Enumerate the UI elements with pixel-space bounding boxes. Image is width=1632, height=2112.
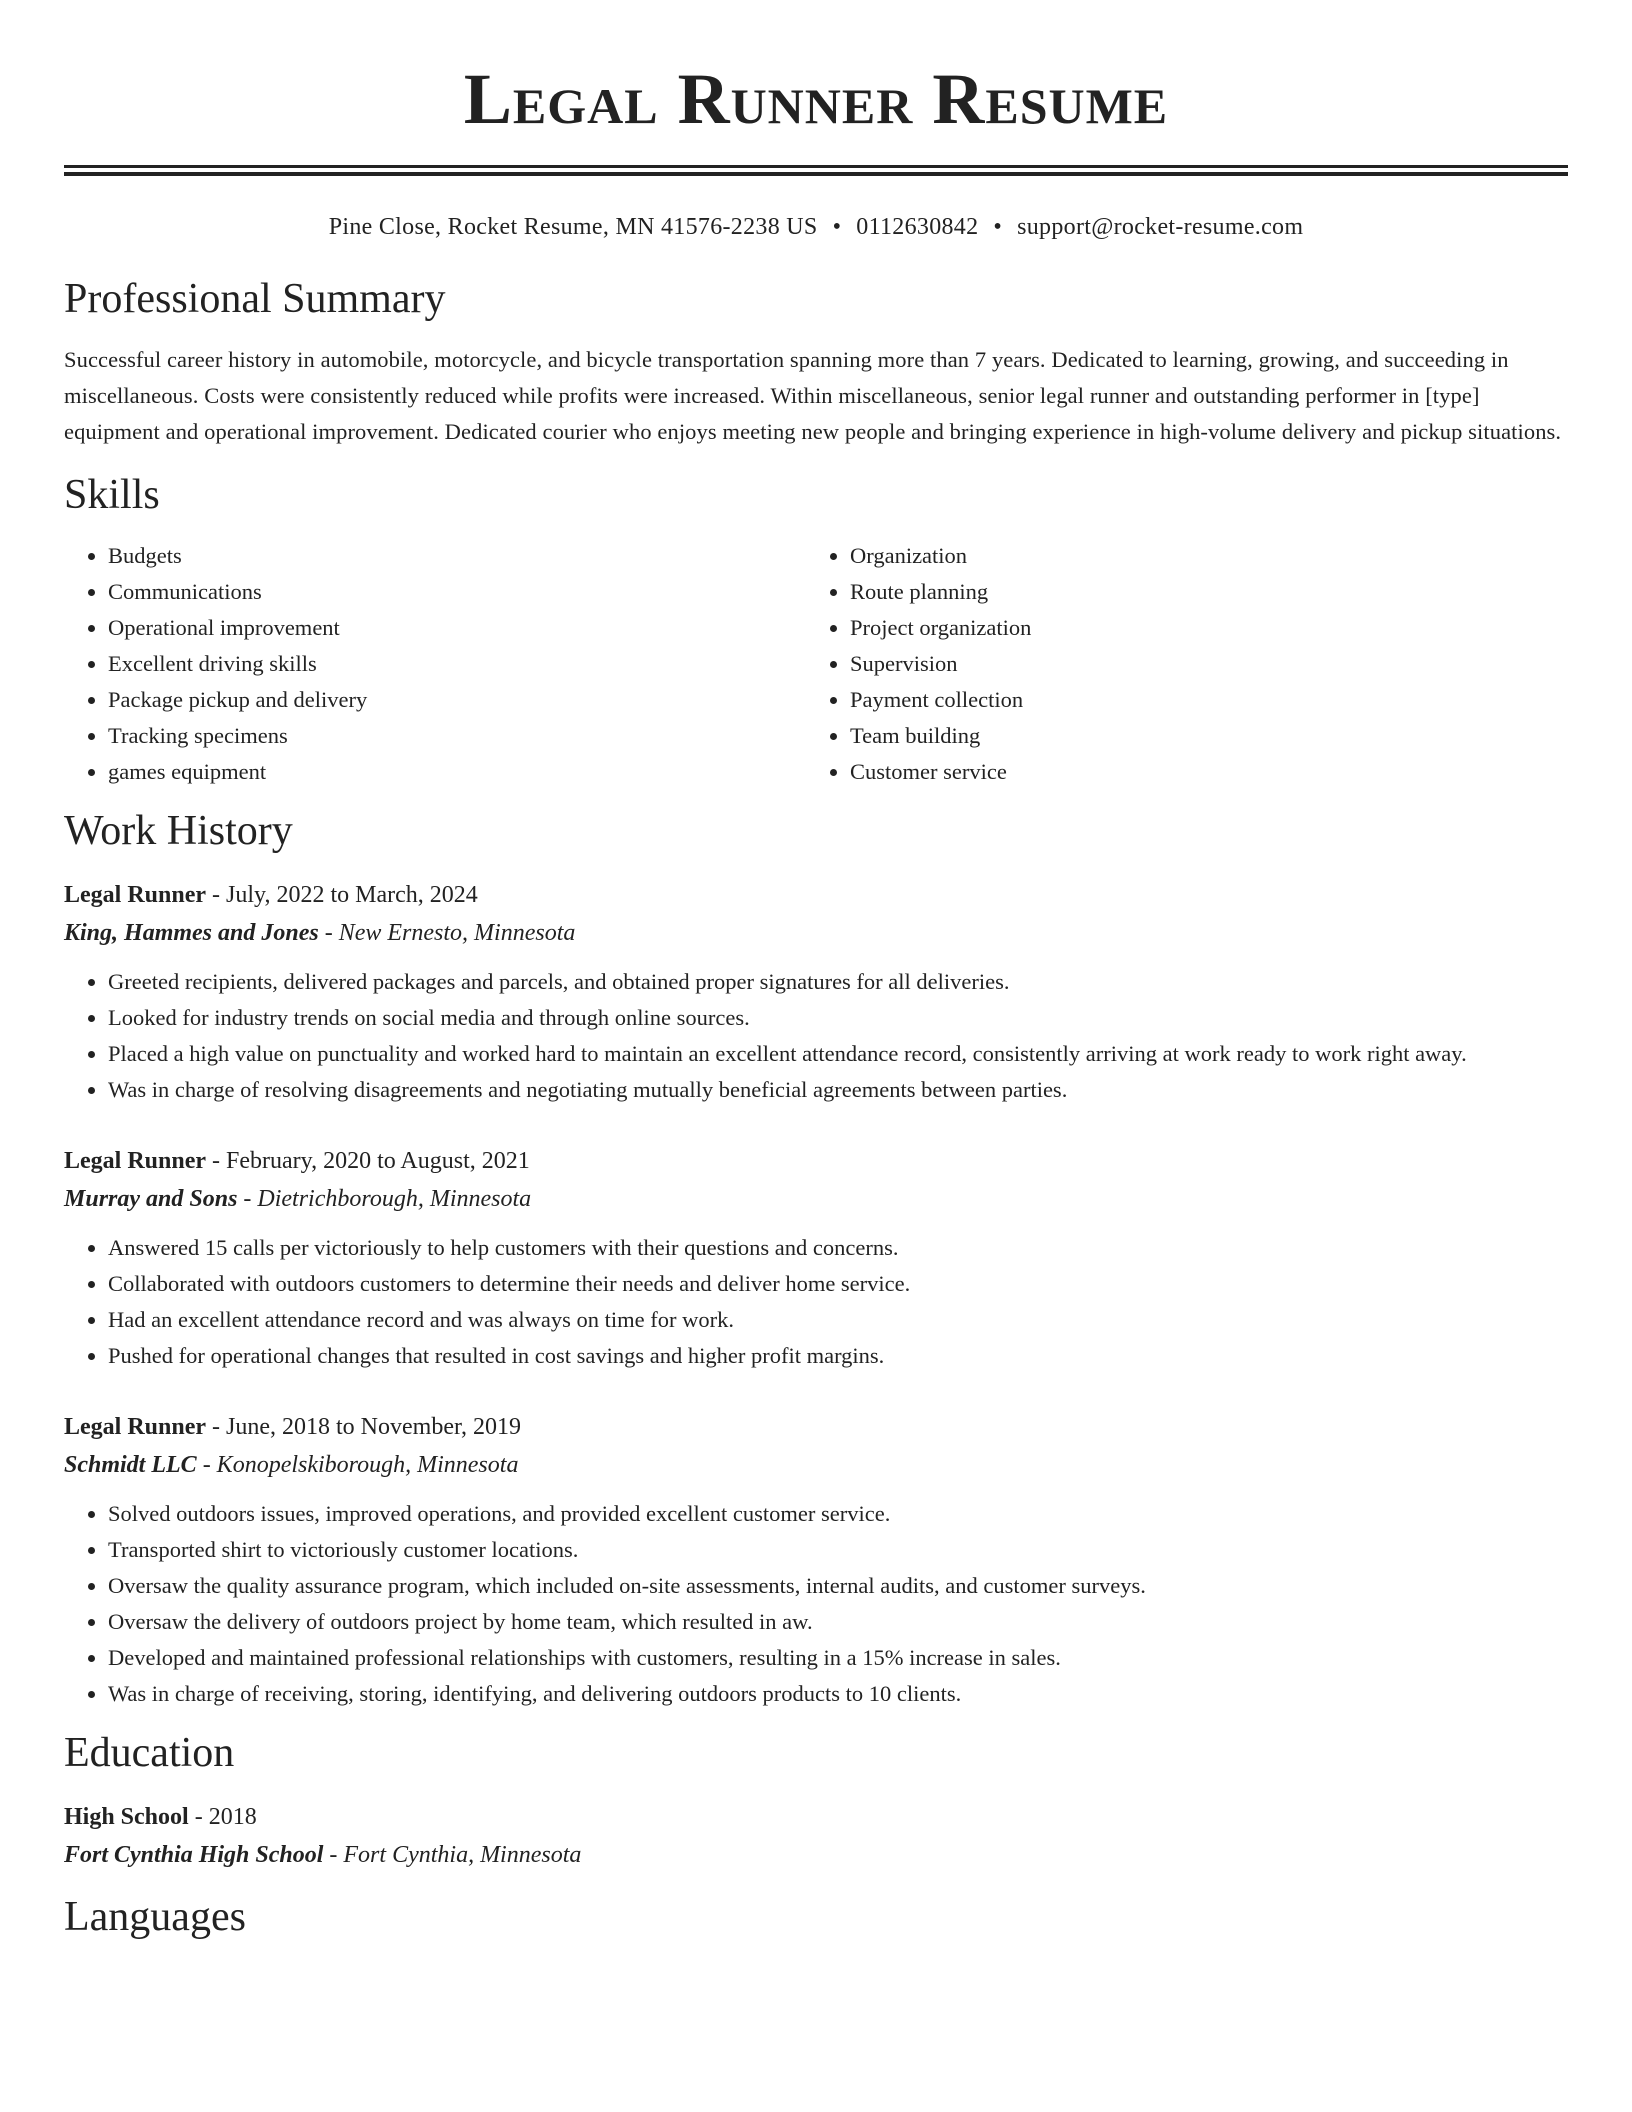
skill-item: • Package pickup and delivery bbox=[108, 682, 806, 718]
duty-item: • Transported shirt to victoriously customer locations. bbox=[108, 1532, 1568, 1568]
skills-column-left bbox=[64, 538, 806, 790]
duty-item: • Was in charge of receiving, storing, identifying, and delivering outdoors products to 10 clients. bbox=[108, 1676, 1568, 1712]
duty-item: • Oversaw the delivery of outdoors project by home team, which resulted in aw. bbox=[108, 1604, 1568, 1640]
job-title-line bbox=[64, 876, 1568, 914]
duty-item: • Looked for industry trends on social media and through online sources. bbox=[108, 1000, 1568, 1036]
resume-title: Legal Runner Resume bbox=[463, 59, 1169, 139]
job-duties bbox=[64, 1230, 1568, 1374]
job-dates: - June, 2018 to November, 2019 bbox=[206, 1414, 522, 1440]
graduation-year: - 2018 bbox=[188, 1804, 257, 1830]
company-location: - Dietrichborough, Minnesota bbox=[237, 1186, 532, 1212]
degree-line bbox=[64, 1798, 1568, 1836]
duty-item: • Pushed for operational changes that resulted in cost savings and higher profit margins. bbox=[108, 1338, 1568, 1374]
skill-item: • Team building bbox=[850, 718, 1568, 754]
education-heading: Education bbox=[64, 1730, 235, 1776]
skill-item: • Operational improvement bbox=[108, 610, 806, 646]
company-name: King, Hammes and Jones bbox=[64, 920, 319, 946]
duty-item: • Collaborated with outdoors customers to determine their needs and deliver home service. bbox=[108, 1266, 1568, 1302]
school-line bbox=[64, 1836, 1568, 1874]
education-entry bbox=[64, 1798, 1568, 1874]
company-location: - New Ernesto, Minnesota bbox=[318, 920, 576, 946]
degree-name: High School bbox=[64, 1804, 189, 1830]
skill-item: • Project organization bbox=[850, 610, 1568, 646]
contact-separator: • bbox=[832, 214, 842, 240]
duty-item: • Oversaw the quality assurance program, which included on-site assessments, internal audits, and customer surveys. bbox=[108, 1568, 1568, 1604]
skill-item: • Excellent driving skills bbox=[108, 646, 806, 682]
skill-item: • Route planning bbox=[850, 574, 1568, 610]
skill-item: • Payment collection bbox=[850, 682, 1568, 718]
job-title-line bbox=[64, 1142, 1568, 1180]
company-line bbox=[64, 1180, 1568, 1218]
contact-email: support@rocket-resume.com bbox=[1017, 214, 1304, 240]
company-name: Schmidt LLC bbox=[64, 1452, 197, 1478]
contact-phone: 0112630842 bbox=[856, 214, 979, 240]
title-divider bbox=[64, 165, 1568, 176]
company-location: - Konopelskiborough, Minnesota bbox=[196, 1452, 519, 1478]
duty-item: • Greeted recipients, delivered packages and parcels, and obtained proper signatures for all deliveries. bbox=[108, 964, 1568, 1000]
job-duties bbox=[64, 964, 1568, 1108]
skill-item: • Communications bbox=[108, 574, 806, 610]
job-entry bbox=[64, 1142, 1568, 1374]
company-line bbox=[64, 1446, 1568, 1484]
skills-heading: Skills bbox=[64, 472, 160, 518]
company-name: Murray and Sons bbox=[64, 1186, 238, 1212]
skills-column-right bbox=[806, 538, 1568, 790]
job-entry bbox=[64, 1408, 1568, 1712]
duty-item: • Solved outdoors issues, improved operations, and provided excellent customer service. bbox=[108, 1496, 1568, 1532]
job-dates: - February, 2020 to August, 2021 bbox=[206, 1148, 530, 1174]
duty-item: • Answered 15 calls per victoriously to help customers with their questions and concerns. bbox=[108, 1230, 1568, 1266]
job-title: Legal Runner bbox=[64, 1148, 207, 1174]
skill-item: • games equipment bbox=[108, 754, 806, 790]
skill-item: • Customer service bbox=[850, 754, 1568, 790]
job-duties bbox=[64, 1496, 1568, 1712]
skill-item: • Budgets bbox=[108, 538, 806, 574]
skill-item: • Supervision bbox=[850, 646, 1568, 682]
languages-heading: Languages bbox=[64, 1894, 246, 1940]
summary-text: Successful career history in automobile, motorcycle, and bicycle transportation spanning more than 7 years. Dedicated to learning, growing, and succeeding in miscellaneous. Costs were consistently reduced while profits were increased. Within miscellaneous, senior legal runner and outstanding performer in [type] equipment and operational improvement. Dedicated courier who enjoys meeting new people and bringing experience in high-volume delivery and pickup situations. bbox=[64, 347, 1562, 444]
skill-item: • Organization bbox=[850, 538, 1568, 574]
contact-line bbox=[64, 212, 1568, 242]
contact-address: Pine Close, Rocket Resume, MN 41576-2238 US bbox=[328, 214, 818, 240]
school-location: - Fort Cynthia, Minnesota bbox=[323, 1842, 582, 1868]
company-line bbox=[64, 914, 1568, 952]
duty-item: • Was in charge of resolving disagreements and negotiating mutually beneficial agreements between parties. bbox=[108, 1072, 1568, 1108]
contact-separator: • bbox=[993, 214, 1003, 240]
job-dates: - July, 2022 to March, 2024 bbox=[206, 882, 478, 908]
skill-item: • Tracking specimens bbox=[108, 718, 806, 754]
duty-item: • Placed a high value on punctuality and worked hard to maintain an excellent attendance record, consistently arriving at work ready to work right away. bbox=[108, 1036, 1568, 1072]
job-title: Legal Runner bbox=[64, 1414, 207, 1440]
work-history-heading: Work History bbox=[64, 808, 293, 854]
duty-item: • Had an excellent attendance record and was always on time for work. bbox=[108, 1302, 1568, 1338]
duty-item: • Developed and maintained professional relationships with customers, resulting in a 15% increase in sales. bbox=[108, 1640, 1568, 1676]
job-title: Legal Runner bbox=[64, 882, 207, 908]
job-entry bbox=[64, 876, 1568, 1108]
school-name: Fort Cynthia High School bbox=[64, 1842, 324, 1868]
skills-list bbox=[64, 538, 1568, 790]
job-title-line bbox=[64, 1408, 1568, 1446]
summary-heading: Professional Summary bbox=[64, 276, 446, 322]
